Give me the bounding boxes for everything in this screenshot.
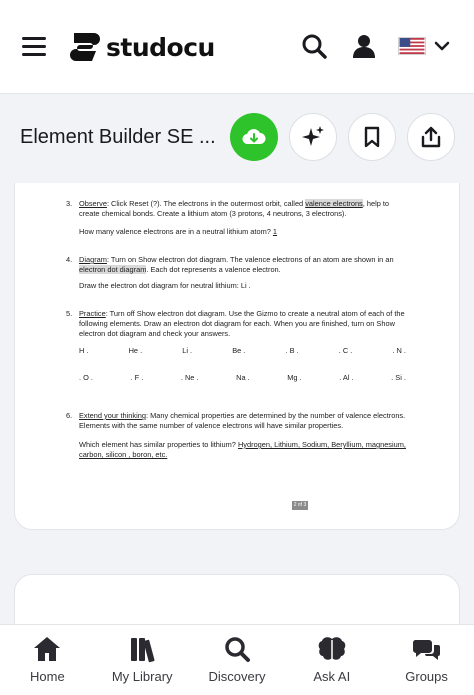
question-label: Diagram — [79, 255, 107, 264]
search-icon — [222, 635, 252, 663]
language-selector[interactable] — [398, 37, 450, 55]
question-number: 5. — [66, 309, 73, 318]
nav-label: Ask AI — [313, 669, 351, 684]
question-text: . Each dot represents a valence electron. — [146, 265, 281, 274]
question-text: : Turn off Show electron dot diagram. Use the Gizmo to create a neutral atom of each of the following elements. Draw an electron dot diagram for each. When you are finished, turn on Show electron dot diagram and check your answers. — [79, 309, 405, 338]
answer-text: 1 — [272, 227, 278, 236]
chevron-down-icon — [434, 38, 450, 54]
ai-button[interactable] — [289, 113, 337, 161]
nav-label: Groups — [405, 669, 448, 684]
question-label: Extend your thinking — [79, 411, 146, 420]
studocu-logo[interactable] — [68, 27, 215, 67]
question-label: Practice — [79, 309, 106, 318]
logo-text: studocu — [106, 32, 215, 62]
nav-discovery[interactable] — [190, 625, 285, 695]
menu-icon[interactable] — [22, 37, 46, 57]
question-number: 3. — [66, 199, 73, 208]
element-dot-diagram: . C . — [338, 346, 353, 355]
document-title: Element Builder SE ... — [20, 126, 216, 148]
ai-sparkle-icon — [301, 125, 325, 149]
share-button[interactable] — [407, 113, 455, 161]
nav-home[interactable] — [0, 625, 95, 695]
page-indicator: 2 of 3 — [293, 502, 307, 508]
reset-glyph: ? — [152, 199, 158, 208]
element-dot-diagram: . Al . — [339, 373, 354, 382]
question-text: : Turn on Show electron dot diagram. The valence electrons of an atom are shown in an — [106, 255, 394, 264]
share-icon — [420, 125, 442, 149]
element-dot-diagram: . Si . — [391, 373, 406, 382]
nav-ask-ai[interactable] — [284, 625, 379, 695]
question-text: , help to create chemical bonds. Create a lithium atom (3 protons, 4 neutrons, 3 electrons). — [79, 199, 390, 218]
download-icon — [241, 126, 267, 148]
search-icon[interactable] — [300, 32, 328, 60]
bookmark-button[interactable] — [348, 113, 396, 161]
element-dot-diagram: . F . — [130, 373, 144, 382]
home-icon — [32, 635, 62, 663]
us-flag-icon — [398, 37, 426, 55]
question-number: 4. — [66, 255, 73, 264]
user-icon[interactable] — [350, 32, 378, 60]
download-button[interactable] — [230, 113, 278, 161]
question-number: 6. — [66, 411, 73, 420]
highlight-term: valence electrons — [305, 199, 363, 208]
element-dot-diagram: . Ne . — [180, 373, 199, 382]
nav-label: My Library — [111, 669, 173, 684]
question-text: ). The electrons in the outermost orbit, called — [157, 199, 306, 208]
element-dot-diagram: H . — [79, 346, 89, 355]
element-dot-diagram: Mg . — [287, 373, 302, 382]
question-prompt: Which element has similar properties to lithium? — [79, 440, 238, 449]
library-icon — [127, 635, 157, 663]
answer-text: Hydrogen, Lithium, Sodium, Beryllium, magnesium, carbon, silicon , boron, etc. — [79, 440, 406, 459]
question-prompt: How many valence electrons are in a neutral lithium atom? — [79, 227, 273, 236]
nav-groups[interactable] — [379, 625, 474, 695]
element-dot-diagram: . N . — [392, 346, 406, 355]
nav-label: Home — [30, 669, 65, 684]
bookmark-icon — [362, 126, 382, 148]
element-dot-diagram: Be . — [232, 346, 246, 355]
question-label: Observe — [79, 199, 107, 208]
question-prompt: Draw the electron dot diagram for neutral lithium: Li . — [79, 281, 251, 290]
question-text: : Many chemical properties are determined by the number of valence electrons. Elements with the same number of valence electrons will have similar properties. — [79, 411, 406, 430]
element-dot-diagram: He . — [128, 346, 143, 355]
question-text: : Click Reset ( — [106, 199, 153, 208]
groups-icon — [412, 635, 442, 663]
element-row-1 — [79, 346, 406, 356]
element-dot-diagram: . B . — [285, 346, 299, 355]
studocu-logo-mark-icon — [68, 29, 102, 65]
element-dot-diagram: . O . — [79, 373, 93, 382]
element-dot-diagram: Li . — [182, 346, 193, 355]
nav-my-library[interactable] — [95, 625, 190, 695]
nav-label: Discovery — [208, 669, 266, 684]
bottom-navigation — [0, 624, 474, 695]
element-row-2 — [79, 373, 406, 383]
brain-icon — [317, 635, 347, 663]
highlight-term: electron dot diagram — [79, 265, 147, 274]
top-app-bar — [0, 0, 474, 94]
element-dot-diagram: Na . — [236, 373, 250, 382]
